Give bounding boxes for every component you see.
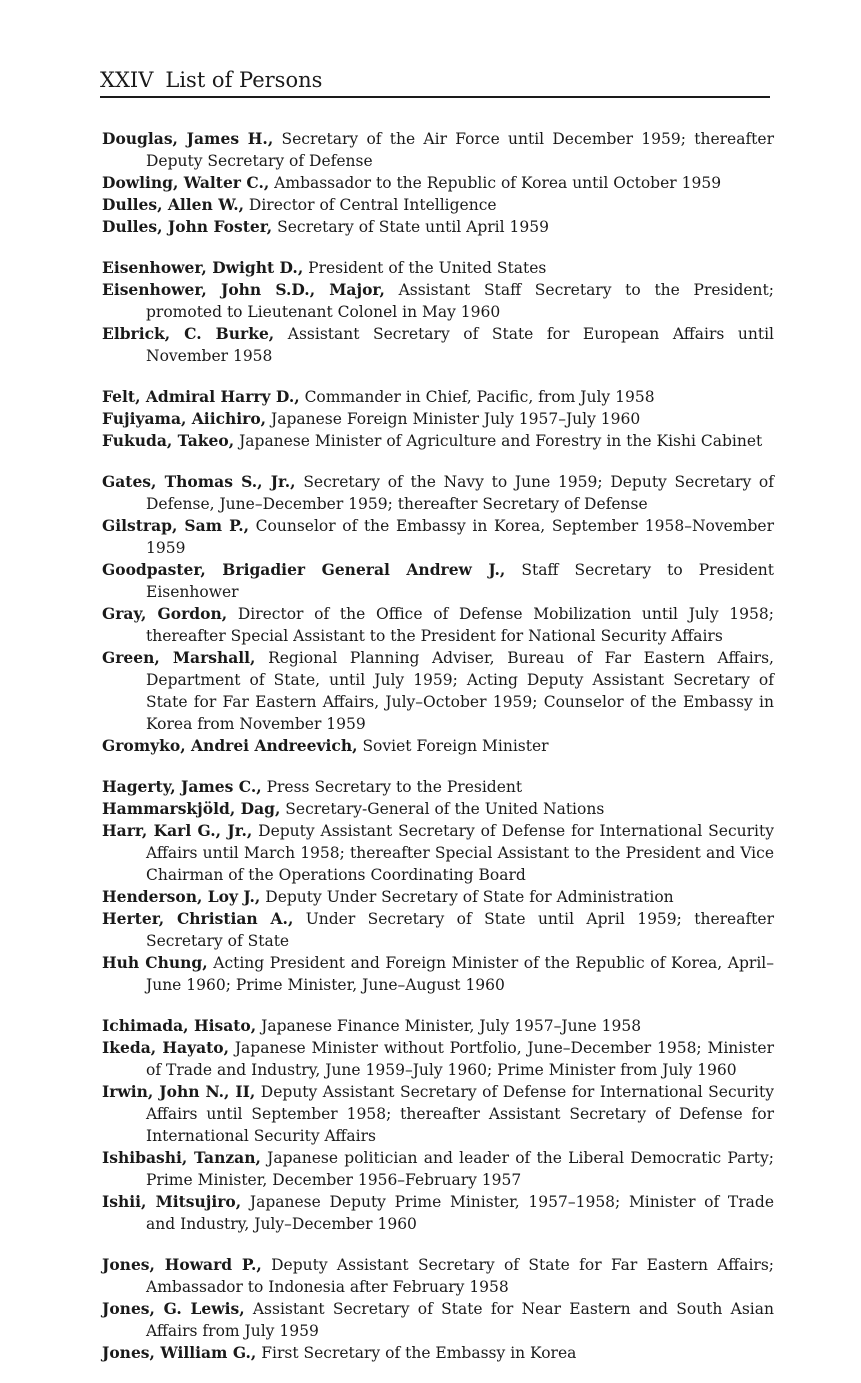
person-name: Jones, William G., — [102, 1343, 257, 1362]
person-description: Japanese Foreign Minister July 1957–July 1960 — [271, 410, 641, 428]
person-entry — [102, 471, 774, 515]
person-name: Gates, Thomas S., Jr., — [102, 472, 296, 491]
person-name: Fujiyama, Aiichiro, — [102, 409, 267, 428]
person-description: Press Secretary to the President — [266, 778, 523, 796]
person-description: First Secretary of the Embassy in Korea — [261, 1344, 577, 1362]
page-header — [100, 66, 770, 98]
person-entry — [102, 515, 774, 559]
person-description: Assistant Secretary of State for Near Eastern and South Asian Affairs from July 1959 — [146, 1300, 774, 1340]
person-description: Commander in Chief, Pacific, from July 1958 — [304, 388, 655, 406]
person-entry — [102, 908, 774, 952]
letter-group — [102, 257, 774, 367]
person-entry — [102, 1254, 774, 1298]
person-description: Deputy Assistant Secretary of Defense for International Security Affairs until March 1958; thereafter Special Assistant to the President and Vice Chairman of the Operations Coordinating Board — [146, 822, 774, 884]
person-name: Fukuda, Takeo, — [102, 431, 235, 450]
person-description: Secretary-General of the United Nations — [285, 800, 605, 818]
person-description: Director of Central Intelligence — [248, 196, 497, 214]
person-entry — [102, 1081, 774, 1147]
person-description: Secretary of the Air Force until December 1959; thereafter Deputy Secretary of Defense — [146, 130, 774, 170]
person-name: Harr, Karl G., Jr., — [102, 821, 253, 840]
person-entry — [102, 323, 774, 367]
person-name: Felt, Admiral Harry D., — [102, 387, 300, 406]
person-name: Jones, Howard P., — [102, 1255, 262, 1274]
person-entry — [102, 952, 774, 996]
person-description: Japanese Deputy Prime Minister, 1957–1958; Minister of Trade and Industry, July–December 1960 — [146, 1193, 774, 1233]
person-name: Ishii, Mitsujiro, — [102, 1192, 242, 1211]
person-name: Goodpaster, Brigadier General Andrew J., — [102, 560, 506, 579]
person-description: Assistant Staff Secretary to the President; promoted to Lieutenant Colonel in May 1960 — [146, 281, 774, 321]
person-name: Green, Marshall, — [102, 648, 256, 667]
person-entry — [102, 216, 774, 238]
letter-group — [102, 776, 774, 996]
person-description: Japanese Finance Minister, July 1957–June 1958 — [261, 1017, 642, 1035]
person-description: Japanese politician and leader of the Liberal Democratic Party; Prime Minister, December 1956–February 1957 — [146, 1149, 774, 1189]
person-entry — [102, 257, 774, 279]
person-name: Gray, Gordon, — [102, 604, 228, 623]
person-entry — [102, 735, 774, 757]
person-entry — [102, 559, 774, 603]
person-description: Deputy Under Secretary of State for Administration — [265, 888, 674, 906]
person-entry — [102, 1191, 774, 1235]
persons-list — [102, 128, 774, 1383]
person-entry — [102, 1015, 774, 1037]
person-description: Secretary of the Navy to June 1959; Deputy Secretary of Defense, June–December 1959; thereafter Secretary of Defense — [146, 473, 774, 513]
person-description: President of the United States — [308, 259, 547, 277]
person-name: Irwin, John N., II, — [102, 1082, 256, 1101]
person-entry — [102, 603, 774, 647]
person-entry — [102, 1037, 774, 1081]
person-description: Under Secretary of State until April 1959; thereafter Secretary of State — [146, 910, 774, 950]
person-entry — [102, 1298, 774, 1342]
person-name: Ichimada, Hisato, — [102, 1016, 257, 1035]
person-description: Staff Secretary to President Eisenhower — [146, 561, 774, 601]
person-name: Ikeda, Hayato, — [102, 1038, 230, 1057]
letter-group — [102, 1254, 774, 1364]
person-description: Director of the Office of Defense Mobilization until July 1958; thereafter Special Assistant to the President for National Security Affairs — [146, 605, 774, 645]
person-name: Dulles, Allen W., — [102, 195, 244, 214]
person-entry — [102, 1342, 774, 1364]
person-description: Regional Planning Adviser, Bureau of Far Eastern Affairs, Department of State, until July 1959; Acting Deputy Assistant Secretary of State for Far Eastern Affairs, July–October 1959; Counselor of the Embassy in Korea from November 1959 — [146, 649, 774, 733]
letter-group — [102, 128, 774, 238]
person-name: Jones, G. Lewis, — [102, 1299, 245, 1318]
person-description: Soviet Foreign Minister — [362, 737, 549, 755]
person-description: Deputy Assistant Secretary of State for Far Eastern Affairs; Ambassador to Indonesia after February 1958 — [146, 1256, 774, 1296]
person-name: Eisenhower, John S.D., Major, — [102, 280, 385, 299]
person-entry — [102, 430, 774, 452]
letter-group — [102, 386, 774, 452]
person-entry — [102, 820, 774, 886]
person-name: Elbrick, C. Burke, — [102, 324, 275, 343]
person-name: Douglas, James H., — [102, 129, 274, 148]
page-title: List of Persons — [165, 68, 323, 92]
person-name: Gromyko, Andrei Andreevich, — [102, 736, 358, 755]
person-entry — [102, 128, 774, 172]
person-entry — [102, 408, 774, 430]
person-description: Secretary of State until April 1959 — [277, 218, 549, 236]
person-description: Ambassador to the Republic of Korea until October 1959 — [274, 174, 722, 192]
person-entry — [102, 647, 774, 735]
person-name: Henderson, Loy J., — [102, 887, 261, 906]
person-name: Herter, Christian A., — [102, 909, 294, 928]
person-entry — [102, 798, 774, 820]
letter-group — [102, 471, 774, 757]
person-name: Dulles, John Foster, — [102, 217, 273, 236]
person-entry — [102, 386, 774, 408]
person-entry — [102, 279, 774, 323]
person-name: Dowling, Walter C., — [102, 173, 270, 192]
page-number: XXIV — [100, 68, 154, 92]
person-description: Assistant Secretary of State for European Affairs until November 1958 — [146, 325, 774, 365]
person-entry — [102, 776, 774, 798]
person-name: Huh Chung, — [102, 953, 208, 972]
letter-group — [102, 1015, 774, 1235]
person-entry — [102, 1147, 774, 1191]
person-description: Japanese Minister without Portfolio, June–December 1958; Minister of Trade and Industry, June 1959–July 1960; Prime Minister from July 1960 — [146, 1039, 774, 1079]
person-entry — [102, 194, 774, 216]
person-description: Japanese Minister of Agriculture and Forestry in the Kishi Cabinet — [239, 432, 763, 450]
person-name: Hagerty, James C., — [102, 777, 262, 796]
person-entry — [102, 172, 774, 194]
person-description: Counselor of the Embassy in Korea, September 1958–November 1959 — [146, 517, 774, 557]
person-description: Acting President and Foreign Minister of the Republic of Korea, April–June 1960; Prime Minister, June–August 1960 — [146, 954, 774, 994]
person-name: Eisenhower, Dwight D., — [102, 258, 304, 277]
person-entry — [102, 886, 774, 908]
person-description: Deputy Assistant Secretary of Defense for International Security Affairs until September 1958; thereafter Assistant Secretary of Defense for International Security Affairs — [146, 1083, 774, 1145]
person-name: Hammarskjöld, Dag, — [102, 799, 281, 818]
person-name: Gilstrap, Sam P., — [102, 516, 250, 535]
person-name: Ishibashi, Tanzan, — [102, 1148, 261, 1167]
